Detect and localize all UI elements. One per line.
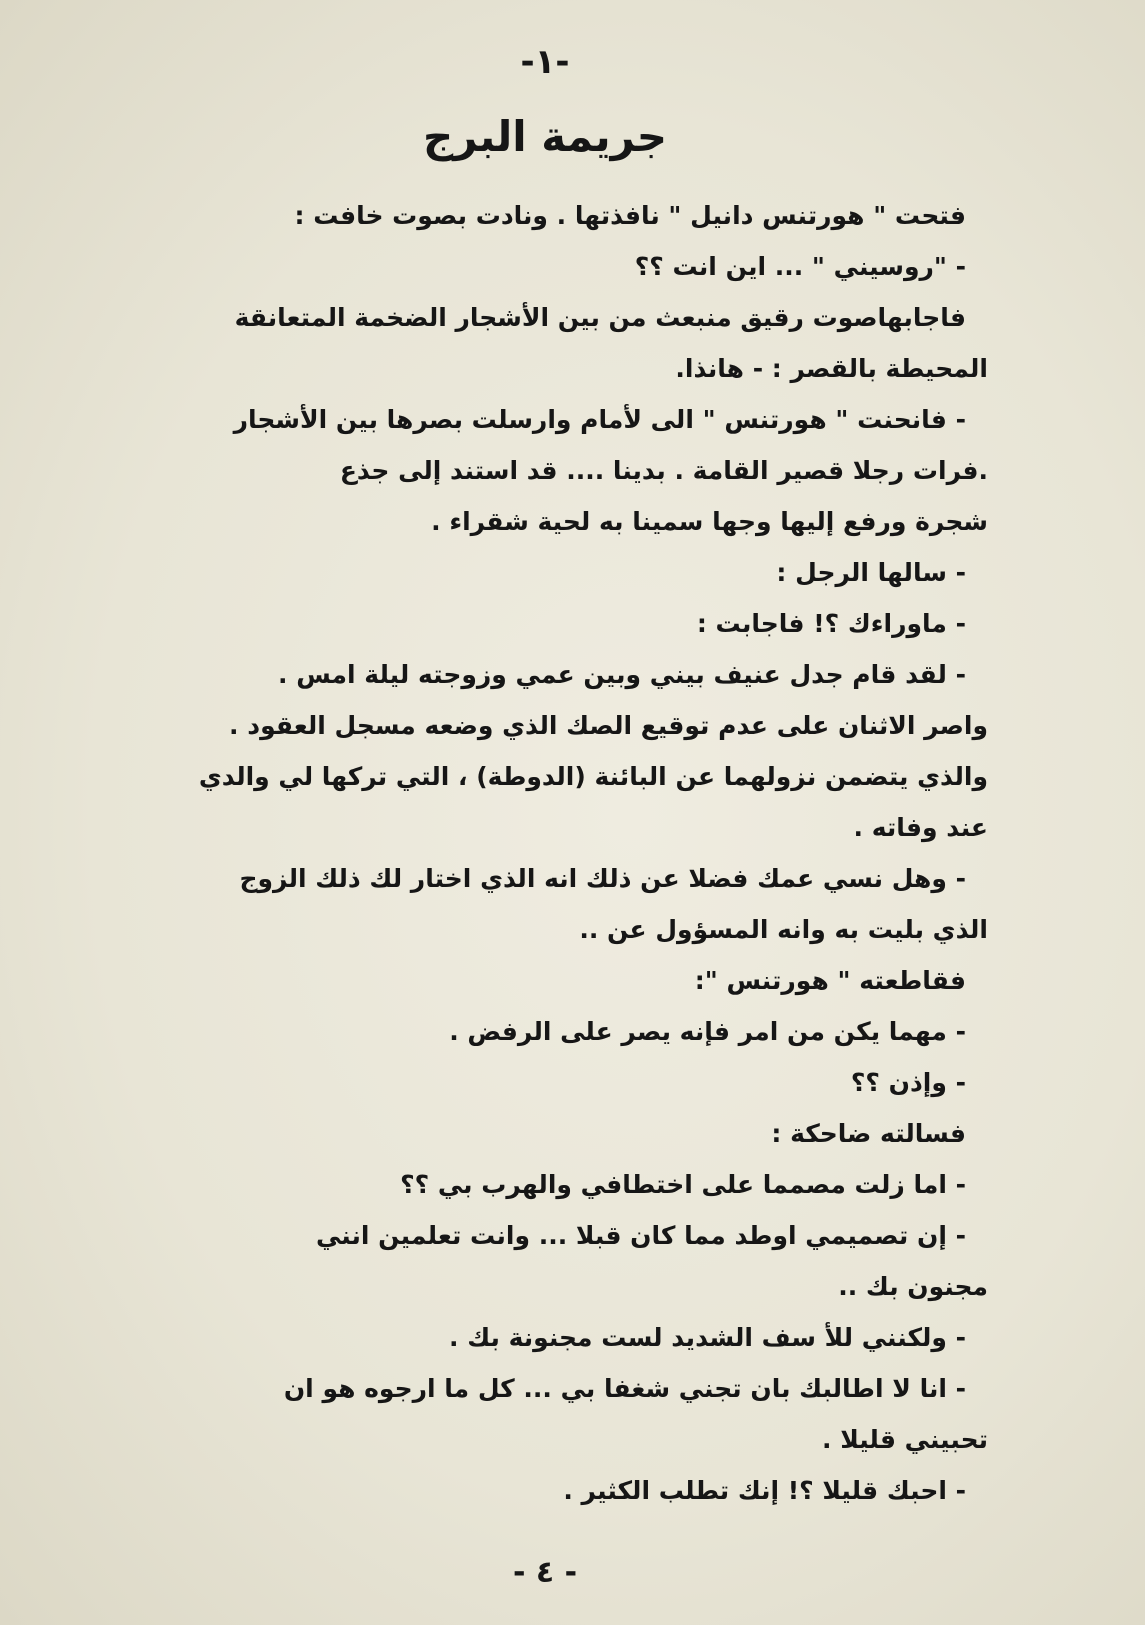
- text-line: الذي بليت به وانه المسؤول عن ..: [579, 915, 988, 944]
- text-line: - انا لا اطالبك بان تجني شغفا بي ... كل ما ارجوه هو ان: [283, 1374, 966, 1403]
- text-line: مجنون بك ..: [838, 1272, 988, 1301]
- text-line: - احبك قليلا ؟! إنك تطلب الكثير .: [563, 1476, 966, 1505]
- text-line: فسالته ضاحكة :: [771, 1119, 966, 1148]
- text-line: - ولكنني للأ سف الشديد لست مجنونة بك .: [449, 1323, 966, 1352]
- text-line: - ماوراءك ؟! فاجابت :: [696, 609, 966, 638]
- text-line: عند وفاته .: [853, 813, 988, 842]
- text-line: المحيطة بالقصر : - هانذا.: [675, 354, 988, 383]
- chapter-title: جريمة البرج: [422, 112, 668, 161]
- text-line: - سالها الرجل :: [776, 558, 966, 587]
- text-line: .فرات رجلا قصير القامة . بدينا .... قد استند إلى جذع: [339, 456, 988, 485]
- text-line: واصر الاثنان على عدم توقيع الصك الذي وضعه مسجل العقود .: [229, 711, 988, 740]
- text-line: والذي يتضمن نزولهما عن البائنة (الدوطة) ، التي تركها لي والدي: [198, 762, 988, 791]
- story-text: [118, 190, 988, 1516]
- text-line: فاجابهاصوت رقيق منبعث من بين الأشجار الضخمة المتعانقة: [234, 303, 966, 332]
- text-line: - لقد قام جدل عنيف بيني وبين عمي وزوجته ليلة امس .: [278, 660, 966, 689]
- text-line: - "روسيني " ... اين انت ؟؟: [634, 252, 966, 281]
- text-line: شجرة ورفع إليها وجها سمينا به لحية شقراء .: [431, 507, 988, 536]
- text-line: فتحت " هورتنس دانيل " نافذتها . ونادت بصوت خافت :: [294, 201, 966, 230]
- text-line: - مهما يكن من امر فإنه يصر على الرفض .: [449, 1017, 966, 1046]
- text-line: - فانحنت " هورتنس " الى لأمام وارسلت بصرها بين الأشجار: [233, 405, 966, 434]
- text-line: - وإذن ؟؟: [850, 1068, 966, 1097]
- text-line: - إن تصميمي اوطد مما كان قبلا ... وانت تعلمين انني: [316, 1221, 966, 1250]
- text-line: فقاطعته " هورتنس ":: [694, 966, 966, 995]
- text-line: - وهل نسي عمك فضلا عن ذلك انه الذي اختار لك ذلك الزوج: [239, 864, 966, 893]
- text-line: تحبيني قليلا .: [822, 1425, 988, 1454]
- page-number: - ٤ -: [512, 1555, 578, 1590]
- text-line: - اما زلت مصمما على اختطافي والهرب بي ؟؟: [400, 1170, 966, 1199]
- chapter-number: -١-: [520, 42, 570, 82]
